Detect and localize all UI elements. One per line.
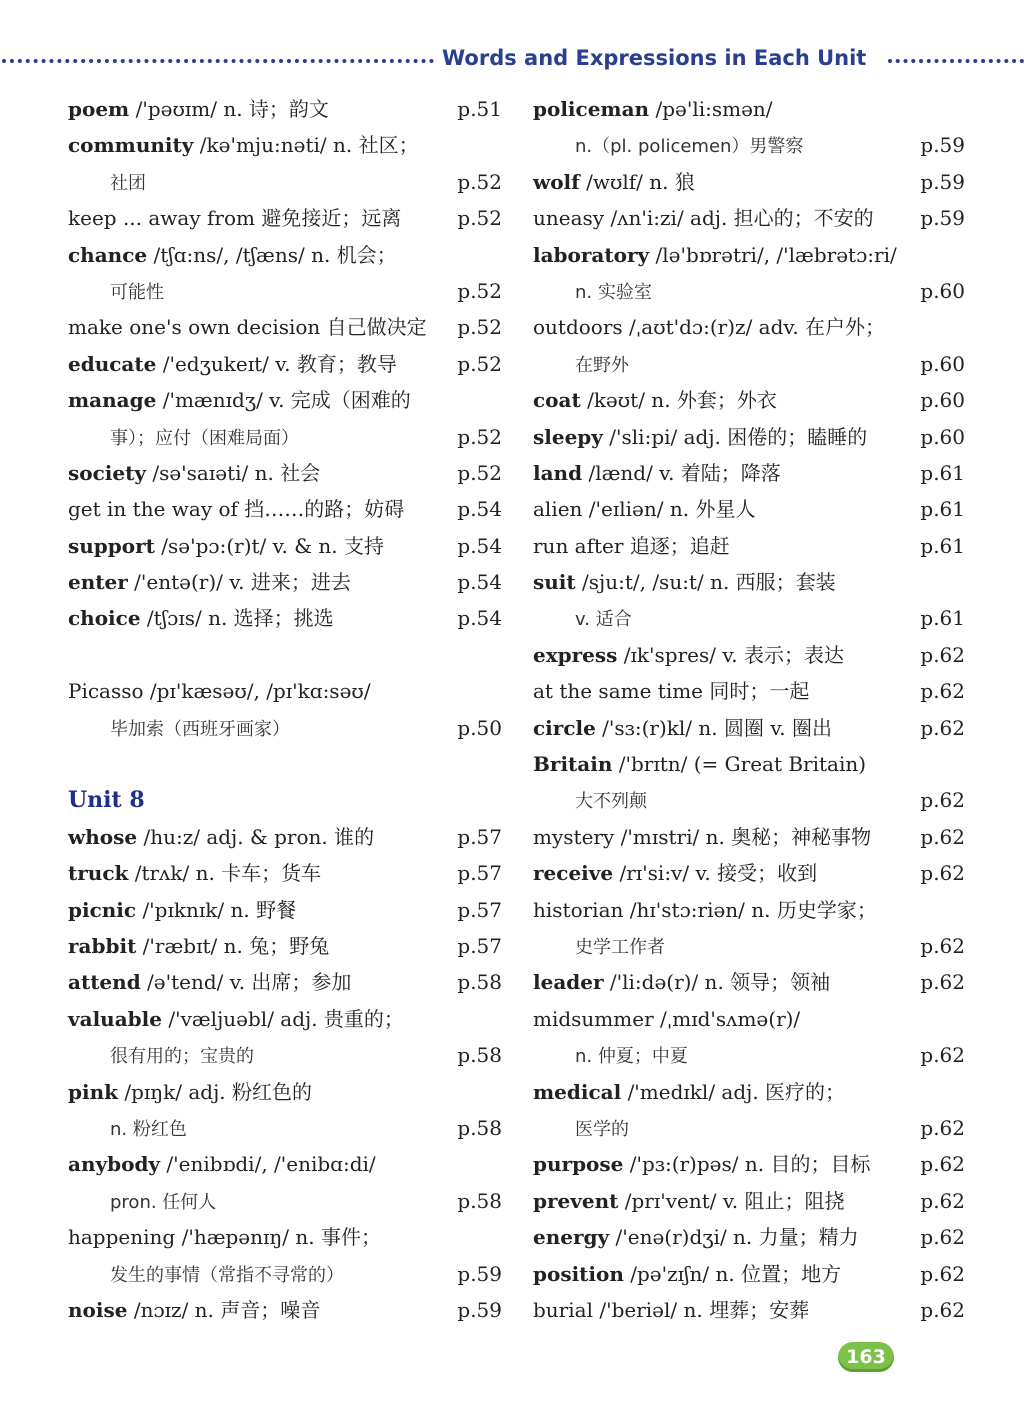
entry-page: p.62 [920, 788, 965, 813]
right-column [533, 91, 965, 1328]
entry-definition: /kə'mju:nəti/ n. 社区； [199, 133, 419, 158]
entry-word: position [533, 1261, 624, 1286]
entry-definition-cont: 事）；应付（困难局面） [110, 427, 299, 449]
entry-definition: /wʊlf/ n. 狼 [586, 169, 695, 194]
entry-word: suit [533, 570, 576, 595]
page-header [0, 44, 1024, 78]
entry-definition: /lə'bɒrətri/, /'læbrətɔ:ri/ [655, 242, 897, 267]
entry-page: p.52 [457, 278, 502, 303]
entry-word: land [533, 460, 583, 485]
vocab-entry [68, 1001, 500, 1037]
vocab-entry [533, 491, 965, 527]
entry-page: p.62 [920, 1297, 965, 1322]
entry-word: rabbit [68, 933, 137, 958]
entry-definition-cont: n. 仲夏；中夏 [575, 1046, 688, 1068]
entry-word: purpose [533, 1152, 624, 1177]
entry-page: p.58 [457, 1115, 502, 1140]
entry-word: alien [533, 497, 583, 522]
entry-continuation [533, 782, 965, 818]
entry-word: get in the way of [68, 497, 238, 522]
entry-definition: /'mɪstri/ n. 奥秘；神秘事物 [620, 824, 872, 849]
vocab-entry [533, 164, 965, 200]
entry-definition-cont: 医学的 [575, 1118, 629, 1140]
entry-word: community [68, 133, 194, 158]
entry-definition: /tʃɑ:ns/, /tʃæns/ n. 机会； [153, 242, 397, 267]
entry-page: p.61 [920, 533, 965, 558]
entry-definition-cont: n.（pl. policemen）男警察 [575, 136, 804, 158]
entry-word: Britain [533, 752, 613, 777]
entry-definition: /'ræbɪt/ n. 兔；野兔 [142, 933, 330, 958]
vocab-entry [533, 892, 965, 928]
vocab-entry [68, 928, 500, 964]
entry-word: laboratory [533, 242, 650, 267]
entry-page: p.61 [920, 606, 965, 631]
vocab-entry [533, 1292, 965, 1328]
entry-word: make one's own decision [68, 315, 321, 340]
header-dots-left [2, 59, 434, 63]
entry-word: attend [68, 970, 141, 995]
entry-word: leader [533, 970, 604, 995]
entry-page: p.62 [920, 824, 965, 849]
unit-heading: Unit 8 [68, 787, 145, 814]
vocab-entry [68, 892, 500, 928]
vocab-entry [68, 127, 500, 163]
vocab-entry [68, 1219, 500, 1255]
entry-word: coat [533, 388, 581, 413]
entry-definition: 追逐；追赶 [629, 533, 730, 558]
entry-definition-cont: 毕加索（西班牙画家） [110, 718, 290, 740]
entry-definition: /'hæpənɪŋ/ n. 事件； [181, 1225, 381, 1250]
entry-page: p.52 [457, 169, 502, 194]
entry-definition: /sə'saɪəti/ n. 社会 [152, 460, 321, 485]
vocab-entry [68, 1146, 500, 1182]
entry-word: society [68, 460, 146, 485]
entry-definition: /hɪ'stɔ:riən/ n. 历史学家； [629, 897, 877, 922]
entry-word: keep ... away from [68, 206, 255, 231]
entry-page: p.58 [457, 970, 502, 995]
vocab-entry [533, 710, 965, 746]
vocab-entry [533, 1001, 965, 1037]
entry-definition: /hu:z/ adj. & pron. 谁的 [143, 824, 375, 849]
entry-page: p.59 [457, 1261, 502, 1286]
vocab-entry [533, 528, 965, 564]
vocab-entry [533, 382, 965, 418]
vocab-entry [533, 200, 965, 236]
entry-definition: /pɪ'kæsəʊ/, /pɪ'kɑ:səʊ/ [149, 679, 371, 704]
vocab-entry [68, 200, 500, 236]
entry-word: medical [533, 1079, 622, 1104]
entry-word: burial [533, 1297, 593, 1322]
entry-definition: /'sɜ:(r)kl/ n. 圆圈 v. 圈出 [602, 715, 832, 740]
entry-page: p.54 [457, 533, 502, 558]
entry-continuation [533, 1037, 965, 1073]
entry-definition: 自己做决定 [326, 315, 427, 340]
entry-word: express [533, 642, 618, 667]
vocab-entry [533, 855, 965, 891]
entry-word: chance [68, 242, 148, 267]
entry-page: p.62 [920, 970, 965, 995]
entry-definition: 同时；一起 [709, 679, 810, 704]
entry-word: Picasso [68, 679, 144, 704]
entry-definition: /tʃɔɪs/ n. 选择；挑选 [146, 606, 334, 631]
entry-continuation [68, 1256, 500, 1292]
vocab-entry [533, 964, 965, 1000]
entry-definition: /pɪŋk/ adj. 粉红色的 [124, 1079, 313, 1104]
entry-page: p.57 [457, 861, 502, 886]
entry-page: p.57 [457, 933, 502, 958]
entry-definition: /kəʊt/ n. 外套；外衣 [587, 388, 777, 413]
entry-word: mystery [533, 824, 615, 849]
entry-continuation [68, 1110, 500, 1146]
entry-word: circle [533, 715, 596, 740]
entry-definition-cont: 大不列颠 [575, 791, 647, 813]
entry-definition: /ˌmɪd'sʌmə(r)/ [660, 1006, 801, 1031]
vocab-entry [68, 819, 500, 855]
entry-definition: /'enibɒdi/, /'enibɑ:di/ [166, 1152, 376, 1177]
vocab-entry [68, 91, 500, 127]
entry-page: p.50 [457, 715, 502, 740]
entry-definition: /'enə(r)dʒi/ n. 力量；精力 [615, 1225, 859, 1250]
entry-page: p.60 [920, 351, 965, 376]
unit-heading-row [68, 782, 500, 818]
entry-definition: /sə'pɔ:(r)t/ v. & n. 支持 [161, 533, 385, 558]
entry-definition: /'eɪliən/ n. 外星人 [588, 497, 756, 522]
entry-definition: /ʌn'i:zi/ adj. 担心的；不安的 [610, 206, 874, 231]
entry-page: p.62 [920, 679, 965, 704]
entry-continuation [68, 1183, 500, 1219]
entry-continuation [533, 600, 965, 636]
entry-word: noise [68, 1297, 128, 1322]
entry-word: historian [533, 897, 624, 922]
vocab-entry [68, 1074, 500, 1110]
entry-page: p.62 [920, 933, 965, 958]
entry-word: picnic [68, 897, 137, 922]
entry-page: p.62 [920, 861, 965, 886]
entry-word: truck [68, 861, 129, 886]
vocab-entry [68, 564, 500, 600]
entry-word: run after [533, 533, 624, 558]
entry-definition: /prɪ'vent/ v. 阻止；阻挠 [624, 1188, 845, 1213]
entry-definition-cont: 很有用的；宝贵的 [110, 1046, 254, 1068]
entry-definition: /sju:t/, /su:t/ n. 西服；套装 [582, 570, 836, 595]
entry-word: choice [68, 606, 141, 631]
entry-page: p.52 [457, 460, 502, 485]
entry-word: pink [68, 1079, 118, 1104]
entry-page: p.58 [457, 1043, 502, 1068]
entry-definition-cont: 社团 [110, 172, 146, 194]
entry-page: p.61 [920, 497, 965, 522]
entry-word: outdoors [533, 315, 623, 340]
entry-page: p.60 [920, 424, 965, 449]
entry-page: p.52 [457, 315, 502, 340]
vocab-entry [533, 819, 965, 855]
entry-page: p.54 [457, 570, 502, 595]
entry-definition-cont: 发生的事情（常指不寻常的） [110, 1264, 344, 1286]
entry-page: p.52 [457, 351, 502, 376]
entry-definition: /'væljuəbl/ adj. 贵重的； [168, 1006, 404, 1031]
entry-definition: /'medɪkl/ adj. 医疗的； [627, 1079, 846, 1104]
entry-definition: /ɪk'spres/ v. 表示；表达 [623, 642, 844, 667]
blank-row [68, 637, 500, 673]
entry-word: educate [68, 351, 157, 376]
entry-definition: /'entə(r)/ v. 进来；进去 [134, 570, 351, 595]
entry-page: p.62 [920, 1115, 965, 1140]
entry-continuation [533, 1110, 965, 1146]
vocab-entry [533, 564, 965, 600]
vocab-entry [68, 346, 500, 382]
entry-definition-cont: 可能性 [110, 281, 164, 303]
vocab-entry [533, 1219, 965, 1255]
blank-row [68, 746, 500, 782]
entry-page: p.57 [457, 824, 502, 849]
vocab-entry [68, 491, 500, 527]
vocab-entry [533, 309, 965, 345]
entry-definition: /nɔɪz/ n. 声音；噪音 [133, 1297, 321, 1322]
entry-definition: 避免接近；远离 [261, 206, 402, 231]
entry-word: midsummer [533, 1006, 654, 1031]
entry-definition-cont: n. 实验室 [575, 281, 652, 303]
entry-page: p.58 [457, 1188, 502, 1213]
entry-page: p.62 [920, 642, 965, 667]
entry-page: p.62 [920, 1188, 965, 1213]
entry-definition-cont: 史学工作者 [575, 936, 665, 958]
entry-definition-cont: pron. 任何人 [110, 1191, 217, 1213]
entry-definition: /ˌaʊt'dɔ:(r)z/ adv. 在户外； [629, 315, 886, 340]
entry-definition-cont: 在野外 [575, 354, 629, 376]
entry-word: poem [68, 97, 130, 121]
entry-definition: /'pɪknɪk/ n. 野餐 [142, 897, 297, 922]
entry-continuation [68, 419, 500, 455]
vocab-entry [68, 673, 500, 709]
entry-definition: /'sli:pi/ adj. 困倦的；瞌睡的 [609, 424, 868, 449]
vocab-entry [68, 528, 500, 564]
entry-continuation [68, 273, 500, 309]
entry-page: p.59 [920, 133, 965, 158]
entry-page: p.51 [457, 97, 502, 121]
entry-continuation [68, 1037, 500, 1073]
entry-word: valuable [68, 1006, 162, 1031]
entry-continuation [533, 928, 965, 964]
entry-continuation [68, 164, 500, 200]
entry-definition: /lænd/ v. 着陆；降落 [588, 460, 781, 485]
entry-page: p.52 [457, 424, 502, 449]
entry-word: anybody [68, 1152, 161, 1177]
entry-word: enter [68, 570, 128, 595]
entry-definition: /pə'li:smən/ [655, 97, 773, 121]
entry-definition: 挡……的路；妨碍 [244, 497, 405, 522]
vocab-entry [533, 637, 965, 673]
entry-definition: /pə'zɪʃn/ n. 位置；地方 [630, 1261, 842, 1286]
entry-word: prevent [533, 1188, 619, 1213]
entry-page: p.60 [920, 388, 965, 413]
entry-page: p.62 [920, 715, 965, 740]
entry-definition: /'pɜ:(r)pəs/ n. 目的；目标 [629, 1152, 871, 1177]
vocab-entry [68, 382, 500, 418]
entry-definition: /trʌk/ n. 卡车；货车 [134, 861, 322, 886]
entry-word: receive [533, 861, 614, 886]
header-dots-right [888, 59, 1024, 63]
entry-page: p.62 [920, 1043, 965, 1068]
entry-page: p.52 [457, 206, 502, 231]
vocab-entry [68, 964, 500, 1000]
vocab-entry [533, 1146, 965, 1182]
entry-word: whose [68, 824, 138, 849]
vocab-entry [533, 455, 965, 491]
entry-definition: /'edʒukeɪt/ v. 教育；教导 [162, 351, 397, 376]
entry-word: energy [533, 1225, 610, 1250]
entry-continuation [68, 710, 500, 746]
vocab-entry [68, 455, 500, 491]
entry-definition: /'beriəl/ n. 埋葬；安葬 [599, 1297, 810, 1322]
vocab-entry [533, 1256, 965, 1292]
vocab-entry [533, 419, 965, 455]
entry-definition-cont: n. 粉红色 [110, 1118, 187, 1140]
entry-continuation [533, 273, 965, 309]
entry-continuation [533, 127, 965, 163]
vocab-entry [533, 1074, 965, 1110]
entry-page: p.60 [920, 278, 965, 303]
entry-definition: /'brɪtn/ (= Great Britain) [618, 752, 867, 777]
entry-definition-cont: v. 适合 [575, 609, 632, 631]
entry-page: p.57 [457, 897, 502, 922]
entry-word: sleepy [533, 424, 603, 449]
entry-definition: /rɪ'si:v/ v. 接受；收到 [619, 861, 818, 886]
page-number-badge: 163 [838, 1342, 894, 1372]
entry-page: p.62 [920, 1225, 965, 1250]
entry-page: p.61 [920, 460, 965, 485]
entry-page: p.59 [457, 1297, 502, 1322]
entry-page: p.54 [457, 606, 502, 631]
entry-definition: /'mænɪdʒ/ v. 完成（困难的 [162, 388, 411, 413]
entry-page: p.54 [457, 497, 502, 522]
entry-word: policeman [533, 97, 650, 121]
vocab-entry [533, 746, 965, 782]
entry-word: wolf [533, 169, 580, 194]
entry-definition: /'pəʊɪm/ n. 诗；韵文 [135, 97, 329, 121]
vocab-entry [68, 855, 500, 891]
vocab-entry [68, 237, 500, 273]
entry-page: p.59 [920, 206, 965, 231]
vocab-entry [68, 600, 500, 636]
entry-word: uneasy [533, 206, 605, 231]
vocab-entry [533, 91, 965, 127]
entry-definition: /'li:də(r)/ n. 领导；领袖 [609, 970, 831, 995]
entry-page: p.62 [920, 1152, 965, 1177]
entry-word: happening [68, 1225, 176, 1250]
left-column [68, 91, 500, 1328]
entry-definition: /ə'tend/ v. 出席；参加 [147, 970, 352, 995]
vocab-entry [533, 237, 965, 273]
entry-page: p.59 [920, 169, 965, 194]
entry-word: manage [68, 388, 157, 413]
header-title: Words and Expressions in Each Unit [442, 46, 867, 70]
entry-word: support [68, 533, 155, 558]
vocab-entry [533, 1183, 965, 1219]
vocab-entry [68, 1292, 500, 1328]
entry-word: at the same time [533, 679, 704, 704]
entry-continuation [533, 346, 965, 382]
vocab-entry [533, 673, 965, 709]
vocab-entry [68, 309, 500, 345]
entry-page: p.62 [920, 1261, 965, 1286]
